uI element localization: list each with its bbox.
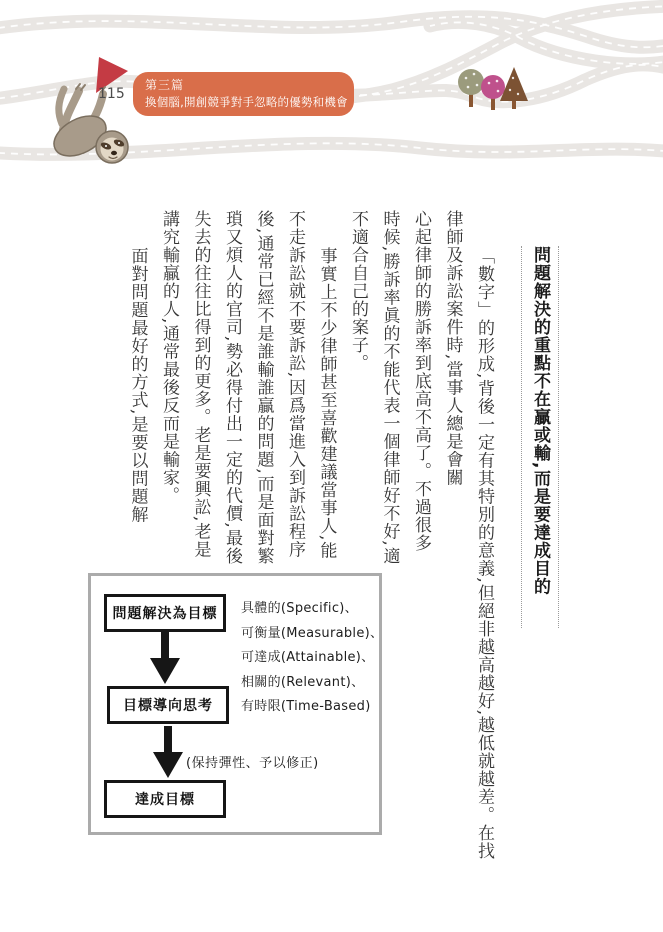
smart-criteria-line: 有時限(Time-Based) [241,699,371,714]
smart-criteria-line: 可達成(Attainable)、 [241,650,375,665]
body-paragraph: 「數字」的形成,背後一定有其特別的意義,但絕非越高越好,越低就越差。在找律師及訴訟案件時,當事人總是會關 [442,210,494,861]
body-paragraph: 面對問題最好的方式,是要以問題解 [127,247,148,524]
smart-criteria-line: 可衡量(Measurable)、 [241,625,384,641]
smart-criteria-list [241,597,383,720]
section-badge-part: 第三篇 [145,78,185,92]
down-arrow-icon [150,632,180,684]
down-arrow-icon [153,726,183,778]
flow-box-goal-oriented-thinking: 目標導向思考 [107,686,229,724]
goal-flowchart [88,573,382,835]
smart-criteria-line: 具體的(Specific)、 [241,601,358,616]
flow-box-problem-solving-goal: 問題解決為目標 [104,594,226,632]
page-number: 115 [98,86,125,102]
body-paragraph: 心起律師的勝訴率到底高不高了。不過很多時候,勝訴率眞的不能代表一個律師好不好,適不適合自己的案子。 [348,210,431,565]
article-title: 問題解決的重點不在贏或輸,而是要達成目的 [521,246,559,628]
section-badge [133,72,354,116]
flow-box-achieve-goal: 達成目標 [104,780,226,818]
article-body-left [91,210,436,565]
smart-criteria-line: 相關的(Relevant)、 [241,674,365,690]
flexibility-note: (保持彈性、予以修正) [186,756,319,771]
article-body-right [433,210,499,878]
body-paragraph: 事實上不少律師甚至喜歡建議當事人,能不走訴訟就不要訴訟,因爲當進入到訴訟程序後,通常已經不是誰輸誰贏的問題,而是面對繁瑣又煩人的官司,勢必得付出一定的代價,最後失去的往往比得到的更多。老是要興訟,老是講究輸贏的人,通常最後反而是輸家。 [159,210,337,565]
section-badge-title: 換個腦,開創競爭對手忽略的優勢和機會 [145,95,348,109]
